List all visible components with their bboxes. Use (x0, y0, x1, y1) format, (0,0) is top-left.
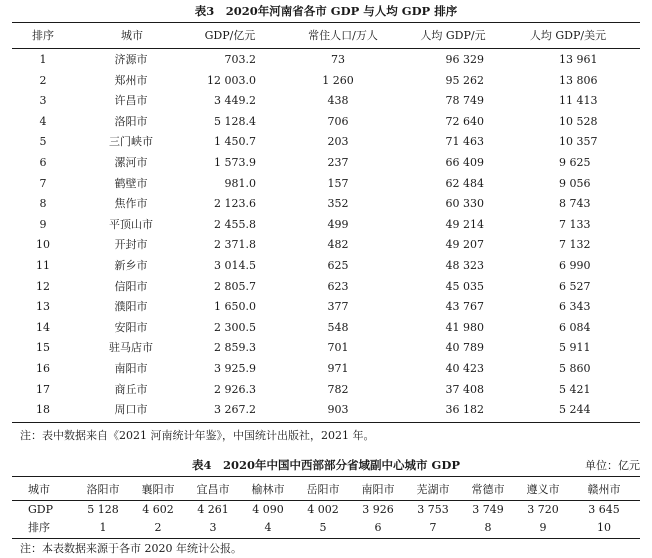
table4-city-header: 遵义市 (526, 483, 560, 496)
table3-cell-rank: 14 (36, 320, 50, 334)
table3-cell-city: 三门峡市 (109, 135, 153, 149)
table3-cell-population: 1 260 (322, 73, 354, 87)
table3-cell-rank: 18 (36, 403, 50, 417)
table3-cell-rank: 4 (39, 114, 47, 128)
table3-cell-population: 73 (331, 53, 345, 66)
table3-row (0, 256, 652, 277)
table3-header-rule (12, 48, 640, 49)
table3-cell-population: 237 (327, 156, 349, 169)
table3-cell-gdp: 2 859.3 (214, 341, 256, 355)
table3-cell-population: 971 (327, 362, 349, 375)
table3-cell-gdp-per-capita-usd: 5 911 (559, 341, 591, 355)
table4-city-header: 宜昌市 (196, 483, 230, 496)
table3-cell-rank: 3 (39, 94, 47, 108)
table3-cell-gdp-per-capita-usd: 5 421 (559, 382, 591, 396)
table3-header-gdp-per-capita-usd: 人均 GDP/美元 (529, 29, 607, 42)
table3-cell-population: 499 (327, 217, 349, 231)
table3-cell-gdp: 2 926.3 (214, 382, 256, 396)
table3-cell-gdp: 2 455.8 (214, 217, 256, 231)
table3-cell-population: 782 (327, 382, 349, 396)
table3-cell-rank: 2 (39, 73, 47, 87)
table3-cell-gdp-per-capita-cny: 40 423 (445, 362, 484, 375)
table3-row (0, 338, 652, 359)
table4-rank-cell: 9 (539, 521, 547, 534)
table3-cell-population: 623 (327, 279, 349, 293)
table3-cell-city: 郑州市 (114, 73, 148, 87)
table3-note: 注：表中数据来自《2021 河南统计年鉴》，中国统计出版社，2021 年。 (20, 429, 375, 442)
table3-cell-gdp-per-capita-usd: 10 357 (559, 135, 598, 149)
table4-gdp-cell: 4 602 (142, 503, 174, 516)
table3-cell-gdp-per-capita-cny: 60 330 (445, 197, 484, 211)
table3-cell-gdp-per-capita-usd: 10 528 (559, 114, 598, 128)
table3-cell-rank: 1 (39, 53, 47, 66)
table4-gdp-cell: 4 002 (307, 503, 339, 516)
table3-cell-gdp-per-capita-cny: 72 640 (445, 114, 484, 128)
table3-cell-gdp: 2 371.8 (214, 238, 256, 252)
table3-cell-gdp-per-capita-usd: 5 860 (559, 362, 591, 375)
table4-rank-cell: 10 (597, 521, 611, 534)
table4-gdp-cell: 3 753 (417, 503, 449, 516)
table3-cell-gdp-per-capita-usd: 8 743 (559, 197, 591, 211)
table3-cell-city: 漯河市 (114, 156, 148, 169)
table4-note: 注：本表数据来源于各市 2020 年统计公报。 (20, 542, 242, 555)
table3-cell-city: 鹤壁市 (114, 176, 148, 190)
table3-cell-gdp-per-capita-cny: 40 789 (445, 341, 484, 355)
table3-cell-gdp-per-capita-cny: 37 408 (445, 382, 484, 396)
table3-cell-rank: 6 (39, 156, 47, 169)
table3-cell-rank: 5 (39, 135, 47, 149)
table3-cell-rank: 10 (36, 238, 50, 252)
table3-cell-gdp-per-capita-usd: 13 806 (559, 73, 598, 87)
table3-cell-city: 信阳市 (114, 279, 148, 293)
table3-cell-gdp-per-capita-cny: 66 409 (445, 156, 484, 169)
table4-rank-cell: 8 (484, 521, 492, 534)
table3-row (0, 194, 652, 215)
table3-cell-gdp-per-capita-cny: 41 980 (445, 320, 484, 334)
table3-cell-gdp-per-capita-cny: 43 767 (445, 300, 484, 314)
table3-cell-gdp-per-capita-cny: 36 182 (445, 403, 484, 417)
table3-header-rank: 排序 (32, 29, 54, 42)
table4-city-header: 赣州市 (587, 483, 621, 496)
table3-cell-city: 商丘市 (114, 382, 148, 396)
table3-cell-rank: 7 (39, 176, 47, 190)
table3-cell-population: 701 (327, 341, 349, 355)
table3-cell-gdp: 3 014.5 (214, 259, 256, 272)
table3-row (0, 132, 652, 153)
table3-cell-city: 焦作市 (114, 197, 148, 211)
table3-cell-gdp-per-capita-cny: 48 323 (445, 259, 484, 272)
table3-cell-gdp: 1 650.0 (214, 300, 256, 314)
table3-header-gdp: GDP/亿元 (204, 29, 256, 42)
table3-cell-gdp-per-capita-cny: 96 329 (445, 53, 484, 66)
table4-city-header: 芜湖市 (416, 483, 450, 496)
table3-row (0, 380, 652, 401)
table4-gdp-row (0, 501, 652, 519)
table3-cell-city: 安阳市 (114, 320, 148, 334)
table3-row (0, 215, 652, 236)
table3-cell-rank: 12 (36, 279, 50, 293)
table3-cell-city: 周口市 (114, 403, 148, 417)
table4-city-label: 城市 (28, 483, 50, 496)
table3-cell-city: 济源市 (114, 53, 148, 66)
table4-rank-cell: 3 (209, 521, 217, 534)
table4-city-header: 常德市 (471, 483, 505, 496)
table3-caption: 表3 2020年河南省各市 GDP 与人均 GDP 排序 (194, 4, 458, 18)
table3-cell-gdp-per-capita-cny: 45 035 (445, 279, 484, 293)
table4-city-header: 南阳市 (361, 483, 395, 496)
table3-cell-rank: 8 (39, 197, 47, 211)
table3-cell-rank: 11 (36, 259, 50, 272)
table3-cell-gdp: 703.2 (224, 53, 256, 66)
table3-bottom-rule (12, 422, 640, 423)
table3-cell-rank: 9 (39, 217, 47, 231)
table3-row (0, 359, 652, 380)
table3-cell-population: 625 (327, 259, 349, 272)
table3-top-rule (12, 22, 640, 23)
table3-cell-population: 377 (327, 300, 349, 314)
table4-gdp-cell: 3 749 (472, 503, 504, 516)
table3-cell-gdp-per-capita-cny: 95 262 (445, 73, 484, 87)
table4-rank-cell: 4 (264, 521, 272, 534)
table3-cell-gdp: 2 300.5 (214, 320, 256, 334)
table3-cell-gdp-per-capita-usd: 7 132 (559, 238, 591, 252)
table3-cell-gdp-per-capita-usd: 5 244 (559, 403, 591, 417)
table3-cell-gdp-per-capita-usd: 13 961 (559, 53, 598, 66)
table3-row (0, 153, 652, 174)
table3-cell-gdp: 2 123.6 (214, 197, 256, 211)
table3-header-population: 常住人口/万人 (308, 29, 378, 42)
table3-cell-gdp: 3 267.2 (214, 403, 256, 417)
table3-cell-gdp: 3 925.9 (214, 362, 256, 375)
table4-gdp-label: GDP (28, 503, 54, 516)
table3-cell-gdp-per-capita-usd: 7 133 (559, 217, 591, 231)
table4-city-header: 岳阳市 (306, 483, 340, 496)
table3-cell-gdp: 1 450.7 (214, 135, 256, 149)
table3-cell-gdp-per-capita-cny: 71 463 (445, 135, 484, 149)
table3-cell-city: 洛阳市 (114, 114, 148, 128)
table3-header-city: 城市 (121, 29, 143, 42)
table3-cell-population: 157 (327, 176, 349, 190)
table3-cell-rank: 15 (36, 341, 50, 355)
table3-cell-city: 开封市 (114, 238, 148, 252)
table3-cell-gdp-per-capita-usd: 11 413 (559, 94, 598, 108)
table4-rank-cell: 1 (99, 521, 107, 534)
table3-cell-gdp: 981.0 (224, 176, 256, 190)
table3-cell-city: 平顶山市 (109, 217, 153, 231)
table3-row (0, 71, 652, 92)
table4-rank-cell: 5 (319, 521, 327, 534)
table4-top-rule (12, 476, 640, 477)
table3-cell-population: 482 (327, 238, 349, 252)
table3-cell-city: 驻马店市 (109, 341, 153, 355)
table4-caption: 表4 2020年中国中西部部分省域副中心城市 GDP (192, 458, 460, 472)
table3-cell-population: 203 (327, 135, 349, 149)
table3-cell-rank: 16 (36, 362, 50, 375)
table3-row (0, 400, 652, 421)
table3-cell-gdp-per-capita-cny: 49 214 (445, 217, 484, 231)
table3-header-row (0, 26, 652, 47)
table3-cell-population: 706 (327, 114, 349, 128)
table3-cell-gdp-per-capita-cny: 62 484 (445, 176, 484, 190)
table3-cell-gdp-per-capita-cny: 78 749 (445, 94, 484, 108)
table4-gdp-cell: 3 645 (588, 503, 620, 516)
table3-row (0, 277, 652, 298)
table3-cell-city: 濮阳市 (114, 300, 148, 314)
table3-cell-gdp-per-capita-usd: 6 343 (559, 300, 591, 314)
table4-gdp-cell: 3 926 (362, 503, 394, 516)
table3-cell-city: 南阳市 (114, 362, 148, 375)
table3-cell-gdp-per-capita-usd: 9 056 (559, 176, 591, 190)
table3-cell-city: 许昌市 (114, 94, 148, 108)
table3-cell-gdp-per-capita-usd: 6 084 (559, 320, 591, 334)
table3-row (0, 318, 652, 339)
table4-city-header: 洛阳市 (86, 483, 120, 496)
table3-cell-rank: 17 (36, 382, 50, 396)
table4-city-header: 襄阳市 (141, 483, 175, 496)
table3-cell-gdp-per-capita-usd: 9 625 (559, 156, 591, 169)
table4-rank-row (0, 519, 652, 537)
table4-header-row (0, 481, 652, 499)
table3-cell-population: 903 (327, 403, 349, 417)
table3-header-gdp-per-capita-cny: 人均 GDP/元 (420, 29, 486, 42)
table3-cell-gdp-per-capita-cny: 49 207 (445, 238, 484, 252)
table4-gdp-cell: 4 261 (197, 503, 229, 516)
table3-row (0, 174, 652, 195)
table4-gdp-cell: 4 090 (252, 503, 284, 516)
table3-cell-gdp: 3 449.2 (214, 94, 256, 108)
table3-cell-gdp: 2 805.7 (214, 279, 256, 293)
table3-cell-gdp: 12 003.0 (207, 73, 256, 87)
table4-gdp-cell: 3 720 (527, 503, 559, 516)
table3-cell-gdp: 1 573.9 (214, 156, 256, 169)
table4-rank-cell: 2 (154, 521, 162, 534)
table3-cell-gdp-per-capita-usd: 6 990 (559, 259, 591, 272)
table3-cell-city: 新乡市 (114, 259, 148, 272)
table4-rank-cell: 7 (429, 521, 437, 534)
table4-rank-label: 排序 (28, 521, 50, 534)
table3-cell-population: 438 (327, 94, 349, 108)
table3-row (0, 50, 652, 71)
table3-cell-population: 548 (327, 320, 349, 334)
table4-gdp-cell: 5 128 (87, 503, 119, 516)
table3-row (0, 235, 652, 256)
table3-cell-rank: 13 (36, 300, 50, 314)
table4-rank-cell: 6 (374, 521, 382, 534)
table3-row (0, 297, 652, 318)
table3-cell-gdp-per-capita-usd: 6 527 (559, 279, 591, 293)
table3-row (0, 91, 652, 112)
table4-city-header: 榆林市 (251, 483, 285, 496)
table3-cell-gdp: 5 128.4 (214, 114, 256, 128)
table3-cell-population: 352 (327, 197, 349, 211)
table4-unit: 单位：亿元 (585, 459, 640, 472)
table3-row (0, 112, 652, 133)
